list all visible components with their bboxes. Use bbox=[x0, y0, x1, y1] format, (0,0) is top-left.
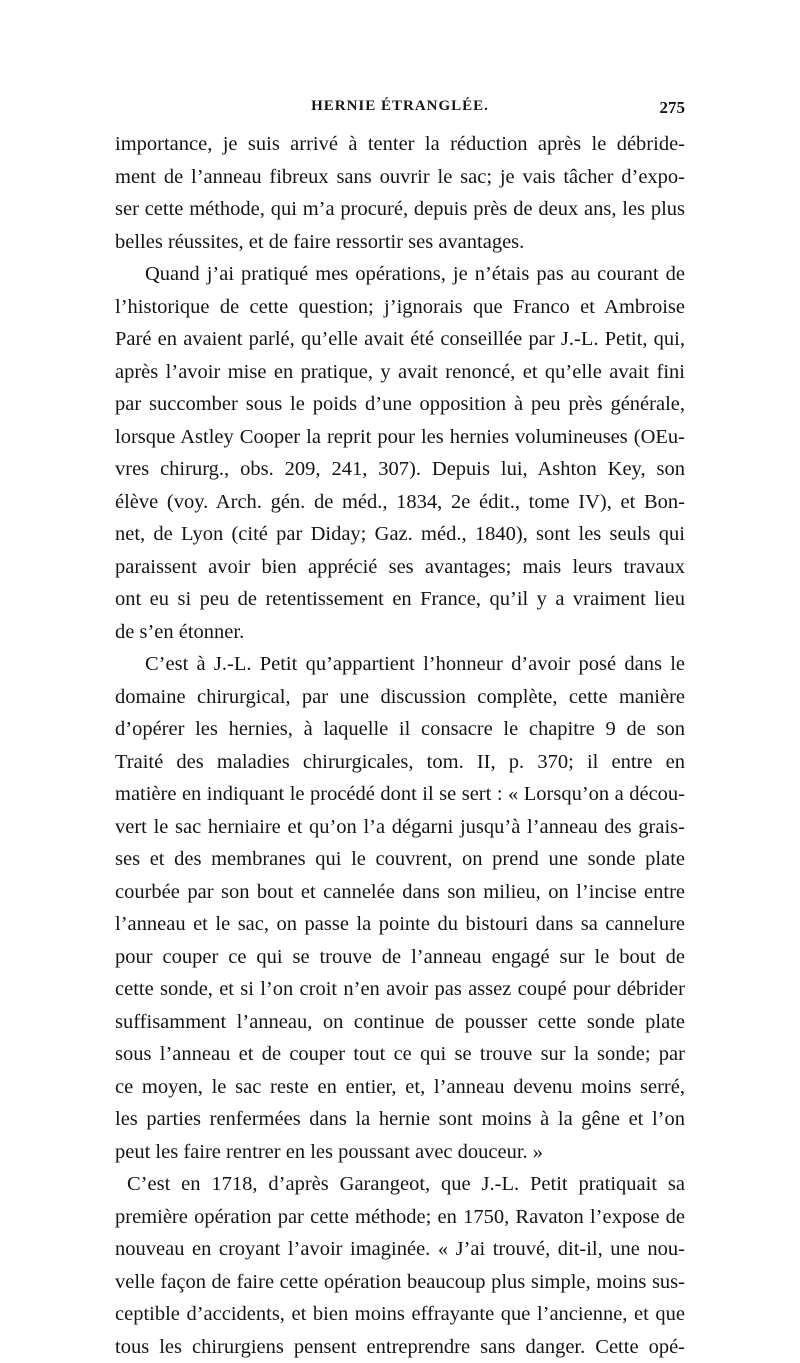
text-line: lorsque Astley Cooper la reprit pour les hernies volumineuses (OEu- bbox=[115, 421, 685, 454]
text-line: l’anneau et le sac, on passe la pointe du bistouri dans sa cannelure bbox=[115, 908, 685, 941]
text-line: courbée par son bout et cannelée dans son milieu, on l’incise entre bbox=[115, 876, 685, 909]
text-line: C’est en 1718, d’après Garangeot, que J.-L. Petit pratiquait sa bbox=[115, 1168, 685, 1201]
text-line: d’opérer les hernies, à laquelle il consacre le chapitre 9 de son bbox=[115, 713, 685, 746]
text-line: les parties renfermées dans la hernie sont moins à la gêne et l’on bbox=[115, 1103, 685, 1136]
text-line: ser cette méthode, qui m’a procuré, depuis près de deux ans, les plus bbox=[115, 193, 685, 226]
text-line: Traité des maladies chirurgicales, tom. II, p. 370; il entre en bbox=[115, 746, 685, 779]
running-head bbox=[115, 98, 685, 122]
text-line: ce moyen, le sac reste en entier, et, l’anneau devenu moins serré, bbox=[115, 1071, 685, 1104]
text-line: vert le sac herniaire et qu’on l’a dégarni jusqu’à l’anneau des grais- bbox=[115, 811, 685, 844]
text-line: importance, je suis arrivé à tenter la réduction après le débride- bbox=[115, 128, 685, 161]
text-line: ont eu si peu de retentissement en France, qu’il y a vraiment lieu bbox=[115, 583, 685, 616]
text-line: sous l’anneau et de couper tout ce qui se trouve sur la sonde; par bbox=[115, 1038, 685, 1071]
text-line: Quand j’ai pratiqué mes opérations, je n’étais pas au courant de bbox=[115, 258, 685, 291]
text-line: ceptible d’accidents, et bien moins effrayante que l’ancienne, et que bbox=[115, 1298, 685, 1331]
text-line: après l’avoir mise en pratique, y avait renoncé, et qu’elle avait fini bbox=[115, 356, 685, 389]
text-line: l’historique de cette question; j’ignorais que Franco et Ambroise bbox=[115, 291, 685, 324]
running-title: HERNIE ÉTRANGLÉE. bbox=[115, 98, 685, 115]
page-number: 275 bbox=[660, 98, 686, 118]
text-line: domaine chirurgical, par une discussion complète, cette manière bbox=[115, 681, 685, 714]
text-line: de s’en étonner. bbox=[115, 616, 685, 649]
text-line: cette sonde, et si l’on croit n’en avoir pas assez coupé pour débrider bbox=[115, 973, 685, 1006]
text-line: C’est à J.-L. Petit qu’appartient l’honneur d’avoir posé dans le bbox=[115, 648, 685, 681]
text-line: suffisamment l’anneau, on continue de pousser cette sonde plate bbox=[115, 1006, 685, 1039]
text-line: ment de l’anneau fibreux sans ouvrir le sac; je vais tâcher d’expo- bbox=[115, 161, 685, 194]
text-line: vres chirurg., obs. 209, 241, 307). Depuis lui, Ashton Key, son bbox=[115, 453, 685, 486]
text-line: peut les faire rentrer en les poussant avec douceur. » bbox=[115, 1136, 685, 1169]
text-line: pour couper ce qui se trouve de l’anneau engagé sur le bout de bbox=[115, 941, 685, 974]
body-text bbox=[115, 128, 685, 1363]
text-line: Paré en avaient parlé, qu’elle avait été conseillée par J.-L. Petit, qui, bbox=[115, 323, 685, 356]
text-line: nouveau en croyant l’avoir imaginée. « J’ai trouvé, dit-il, une nou- bbox=[115, 1233, 685, 1266]
text-line: paraissent avoir bien apprécié ses avantages; mais leurs travaux bbox=[115, 551, 685, 584]
text-line: matière en indiquant le procédé dont il se sert : « Lorsqu’on a décou- bbox=[115, 778, 685, 811]
text-line: velle façon de faire cette opération beaucoup plus simple, moins sus- bbox=[115, 1266, 685, 1299]
text-line: élève (voy. Arch. gén. de méd., 1834, 2e édit., tome IV), et Bon- bbox=[115, 486, 685, 519]
text-line: première opération par cette méthode; en 1750, Ravaton l’expose de bbox=[115, 1201, 685, 1234]
text-line: par succomber sous le poids d’une opposition à peu près générale, bbox=[115, 388, 685, 421]
text-line: tous les chirurgiens pensent entreprendre sans danger. Cette opé- bbox=[115, 1331, 685, 1363]
text-line: net, de Lyon (cité par Diday; Gaz. méd., 1840), sont les seuls qui bbox=[115, 518, 685, 551]
text-line: belles réussites, et de faire ressortir ses avantages. bbox=[115, 226, 685, 259]
text-line: ses et des membranes qui le couvrent, on prend une sonde plate bbox=[115, 843, 685, 876]
